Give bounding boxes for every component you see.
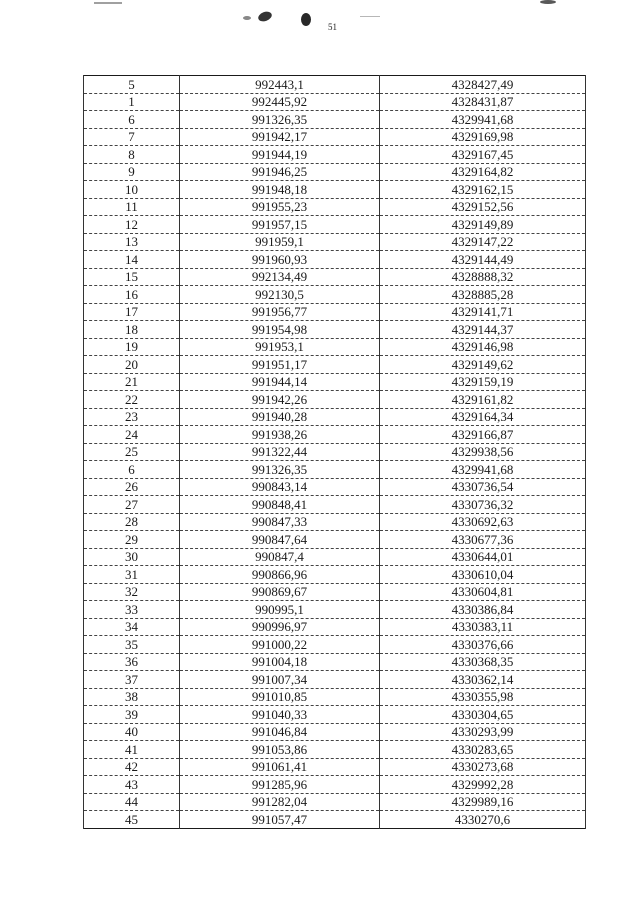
y-coordinate-cell: 4329992,28 [380,776,586,794]
point-number-cell: 37 [84,671,180,689]
coordinates-table [83,75,586,829]
coordinates-table-body [84,76,586,829]
scan-smudge [301,13,311,26]
point-number-cell: 41 [84,741,180,759]
point-number-cell: 22 [84,391,180,409]
scan-smudge [94,2,122,4]
x-coordinate-cell: 991326,35 [180,461,380,479]
y-coordinate-cell: 4330304,65 [380,706,586,724]
table-row [84,636,586,654]
y-coordinate-cell: 4330355,98 [380,688,586,706]
table-row [84,461,586,479]
table-row [84,181,586,199]
table-row [84,706,586,724]
y-coordinate-cell: 4329149,62 [380,356,586,374]
x-coordinate-cell: 991282,04 [180,793,380,811]
x-coordinate-cell: 991046,84 [180,723,380,741]
y-coordinate-cell: 4330273,68 [380,758,586,776]
table-row [84,233,586,251]
y-coordinate-cell: 4328427,49 [380,76,586,94]
table-row [84,548,586,566]
point-number-cell: 14 [84,251,180,269]
x-coordinate-cell: 991960,93 [180,251,380,269]
table-row [84,793,586,811]
x-coordinate-cell: 992134,49 [180,268,380,286]
table-row [84,338,586,356]
point-number-cell: 13 [84,233,180,251]
table-row [84,566,586,584]
y-coordinate-cell: 4330293,99 [380,723,586,741]
x-coordinate-cell: 991954,98 [180,321,380,339]
point-number-cell: 26 [84,478,180,496]
point-number-cell: 23 [84,408,180,426]
y-coordinate-cell: 4329161,82 [380,391,586,409]
x-coordinate-cell: 991951,17 [180,356,380,374]
x-coordinate-cell: 991942,17 [180,128,380,146]
point-number-cell: 33 [84,601,180,619]
x-coordinate-cell: 991326,35 [180,111,380,129]
table-row [84,198,586,216]
x-coordinate-cell: 991040,33 [180,706,380,724]
point-number-cell: 31 [84,566,180,584]
y-coordinate-cell: 4330604,81 [380,583,586,601]
x-coordinate-cell: 991057,47 [180,811,380,829]
y-coordinate-cell: 4329141,71 [380,303,586,321]
scan-smudge [257,10,273,23]
scan-smudge [243,16,251,20]
table-row [84,811,586,829]
x-coordinate-cell: 991004,18 [180,653,380,671]
point-number-cell: 19 [84,338,180,356]
table-row [84,321,586,339]
x-coordinate-cell: 991942,26 [180,391,380,409]
point-number-cell: 38 [84,688,180,706]
x-coordinate-cell: 991285,96 [180,776,380,794]
point-number-cell: 34 [84,618,180,636]
x-coordinate-cell: 990866,96 [180,566,380,584]
table-row [84,531,586,549]
table-row [84,741,586,759]
x-coordinate-cell: 991053,86 [180,741,380,759]
table-row [84,146,586,164]
point-number-cell: 30 [84,548,180,566]
y-coordinate-cell: 4330736,54 [380,478,586,496]
y-coordinate-cell: 4328888,32 [380,268,586,286]
scan-smudge [360,16,380,17]
x-coordinate-cell: 990996,97 [180,618,380,636]
y-coordinate-cell: 4329164,34 [380,408,586,426]
y-coordinate-cell: 4330368,35 [380,653,586,671]
point-number-cell: 6 [84,461,180,479]
y-coordinate-cell: 4328885,28 [380,286,586,304]
y-coordinate-cell: 4329149,89 [380,216,586,234]
table-row [84,671,586,689]
y-coordinate-cell: 4330644,01 [380,548,586,566]
point-number-cell: 15 [84,268,180,286]
y-coordinate-cell: 4329159,19 [380,373,586,391]
point-number-cell: 17 [84,303,180,321]
y-coordinate-cell: 4329938,56 [380,443,586,461]
x-coordinate-cell: 991940,28 [180,408,380,426]
table-row [84,356,586,374]
x-coordinate-cell: 991953,1 [180,338,380,356]
point-number-cell: 32 [84,583,180,601]
y-coordinate-cell: 4329167,45 [380,146,586,164]
table-row [84,391,586,409]
point-number-cell: 25 [84,443,180,461]
point-number-cell: 16 [84,286,180,304]
y-coordinate-cell: 4330692,63 [380,513,586,531]
x-coordinate-cell: 991948,18 [180,181,380,199]
y-coordinate-cell: 4330283,65 [380,741,586,759]
point-number-cell: 18 [84,321,180,339]
table-row [84,426,586,444]
x-coordinate-cell: 991946,25 [180,163,380,181]
point-number-cell: 44 [84,793,180,811]
y-coordinate-cell: 4329162,15 [380,181,586,199]
x-coordinate-cell: 991956,77 [180,303,380,321]
y-coordinate-cell: 4329144,49 [380,251,586,269]
x-coordinate-cell: 992130,5 [180,286,380,304]
table-row [84,601,586,619]
table-row [84,163,586,181]
table-row [84,128,586,146]
table-row [84,776,586,794]
table-row [84,513,586,531]
table-row [84,268,586,286]
y-coordinate-cell: 4329989,16 [380,793,586,811]
point-number-cell: 27 [84,496,180,514]
x-coordinate-cell: 991061,41 [180,758,380,776]
x-coordinate-cell: 990869,67 [180,583,380,601]
table-row [84,496,586,514]
point-number-cell: 35 [84,636,180,654]
x-coordinate-cell: 991000,22 [180,636,380,654]
point-number-cell: 7 [84,128,180,146]
table-row [84,111,586,129]
point-number-cell: 43 [84,776,180,794]
y-coordinate-cell: 4330610,04 [380,566,586,584]
table-row [84,618,586,636]
point-number-cell: 20 [84,356,180,374]
x-coordinate-cell: 991938,26 [180,426,380,444]
table-row [84,758,586,776]
table-row [84,251,586,269]
y-coordinate-cell: 4329144,37 [380,321,586,339]
y-coordinate-cell: 4329169,98 [380,128,586,146]
point-number-cell: 28 [84,513,180,531]
x-coordinate-cell: 991959,1 [180,233,380,251]
table-row [84,286,586,304]
point-number-cell: 9 [84,163,180,181]
point-number-cell: 1 [84,93,180,111]
table-row [84,216,586,234]
y-coordinate-cell: 4330383,11 [380,618,586,636]
y-coordinate-cell: 4329941,68 [380,111,586,129]
point-number-cell: 24 [84,426,180,444]
x-coordinate-cell: 991322,44 [180,443,380,461]
y-coordinate-cell: 4329147,22 [380,233,586,251]
table-row [84,408,586,426]
point-number-cell: 8 [84,146,180,164]
x-coordinate-cell: 991957,15 [180,216,380,234]
x-coordinate-cell: 991007,34 [180,671,380,689]
scan-smudge [540,0,556,4]
point-number-cell: 29 [84,531,180,549]
x-coordinate-cell: 990847,64 [180,531,380,549]
table-row [84,583,586,601]
table-row [84,478,586,496]
point-number-cell: 36 [84,653,180,671]
point-number-cell: 11 [84,198,180,216]
x-coordinate-cell: 992443,1 [180,76,380,94]
table-row [84,688,586,706]
x-coordinate-cell: 991010,85 [180,688,380,706]
point-number-cell: 5 [84,76,180,94]
point-number-cell: 42 [84,758,180,776]
y-coordinate-cell: 4330736,32 [380,496,586,514]
x-coordinate-cell: 991944,19 [180,146,380,164]
y-coordinate-cell: 4330376,66 [380,636,586,654]
x-coordinate-cell: 991944,14 [180,373,380,391]
point-number-cell: 12 [84,216,180,234]
point-number-cell: 45 [84,811,180,829]
y-coordinate-cell: 4329166,87 [380,426,586,444]
x-coordinate-cell: 990847,4 [180,548,380,566]
table-row [84,373,586,391]
table-row [84,303,586,321]
table-row [84,653,586,671]
y-coordinate-cell: 4329152,56 [380,198,586,216]
point-number-cell: 39 [84,706,180,724]
table-row [84,443,586,461]
y-coordinate-cell: 4330677,36 [380,531,586,549]
x-coordinate-cell: 990848,41 [180,496,380,514]
table-row [84,723,586,741]
point-number-cell: 40 [84,723,180,741]
y-coordinate-cell: 4330386,84 [380,601,586,619]
point-number-cell: 6 [84,111,180,129]
y-coordinate-cell: 4329164,82 [380,163,586,181]
x-coordinate-cell: 990843,14 [180,478,380,496]
point-number-cell: 21 [84,373,180,391]
x-coordinate-cell: 990847,33 [180,513,380,531]
point-number-cell: 10 [84,181,180,199]
table-row [84,93,586,111]
page-number: 51 [328,22,337,32]
y-coordinate-cell: 4328431,87 [380,93,586,111]
y-coordinate-cell: 4330362,14 [380,671,586,689]
x-coordinate-cell: 990995,1 [180,601,380,619]
y-coordinate-cell: 4329941,68 [380,461,586,479]
y-coordinate-cell: 4330270,6 [380,811,586,829]
y-coordinate-cell: 4329146,98 [380,338,586,356]
x-coordinate-cell: 992445,92 [180,93,380,111]
table-row [84,76,586,94]
x-coordinate-cell: 991955,23 [180,198,380,216]
